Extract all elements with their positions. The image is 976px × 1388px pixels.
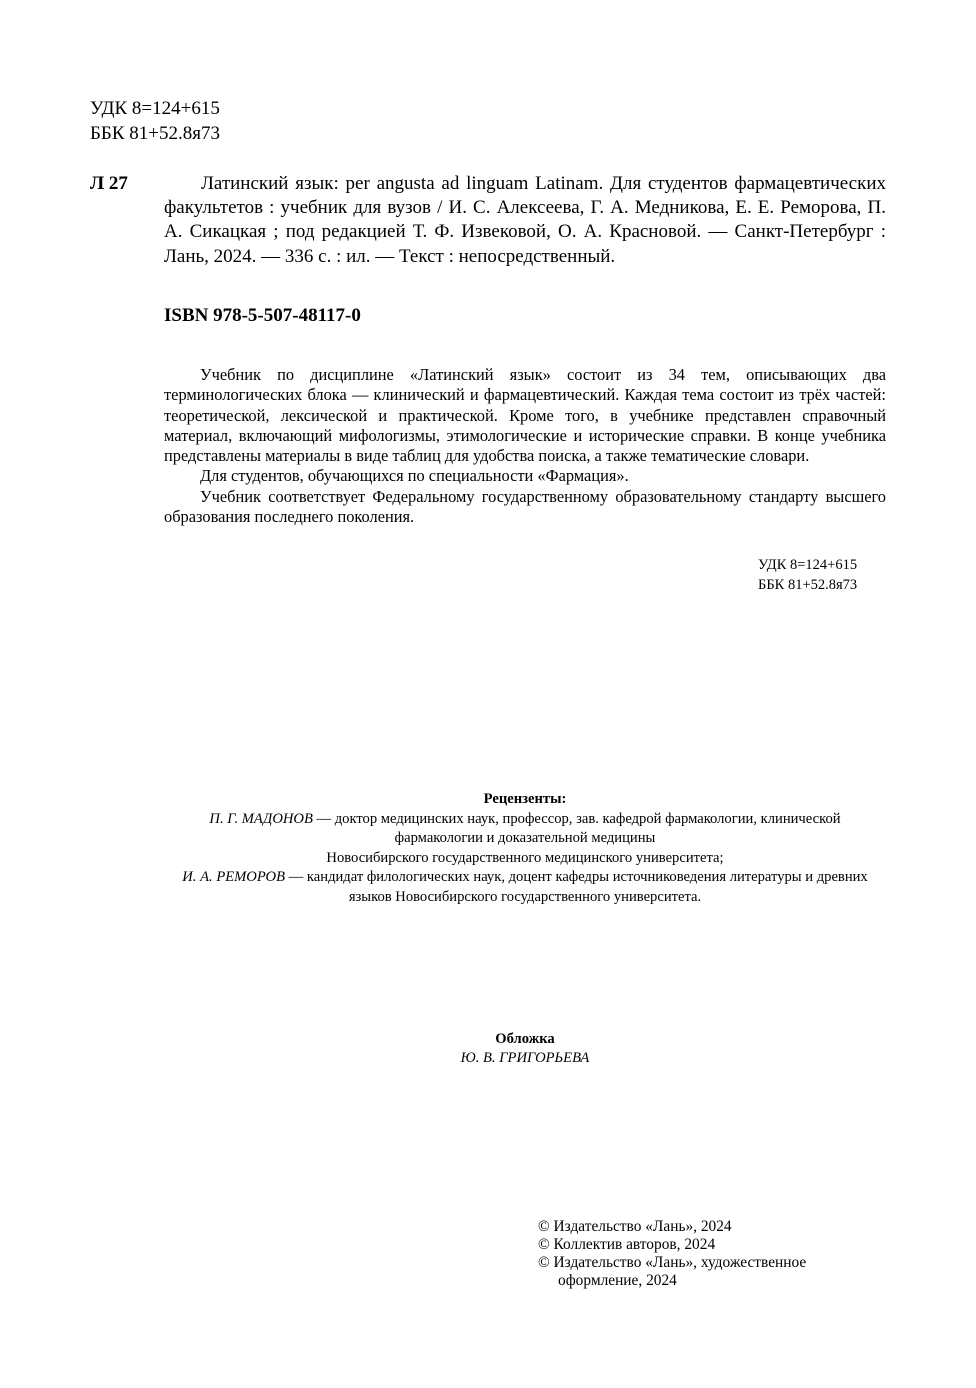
bbk-code: ББК 81+52.8я73: [90, 123, 220, 144]
bbk-code: ББК 81+52.8я73: [758, 577, 858, 593]
reviewer-credentials: — доктор медицинских наук, профессор, зав. кафедрой фармакологии, клинической фармакологии и доказательной медицины: [312, 810, 841, 846]
udk-code: УДК 8=124+615: [90, 98, 220, 119]
annotation-paragraph: Учебник соответствует Федеральному государственному образовательному стандарту высшего образования последнего поколения.: [164, 486, 886, 527]
reviewer-1: [164, 810, 886, 849]
copyright-line: © Коллектив авторов, 2024: [538, 1236, 716, 1253]
annotation-paragraph: Для студентов, обучающихся по специальности «Фармация».: [200, 466, 629, 486]
cover-credit: [164, 1030, 886, 1068]
annotation-paragraph: Учебник по дисциплине «Латинский язык» состоит из 34 тем, описывающих два терминологических блока — клинический и фармацевтический. Каждая тема состоит из трёх частей: теоретической, лексической и практической. Кроме того, в учебнике представлен справочный материал, включающий мифологизмы, этимологические и исторические справки. В конце учебника представлены материалы в виде таблиц для удобства поиска, а также тематические словари.: [164, 365, 886, 466]
reviewers-title: Рецензенты:: [483, 791, 567, 807]
copyright-line: оформление, 2024: [558, 1272, 677, 1289]
isbn: ISBN 978-5-507-48117-0: [164, 305, 361, 326]
cover-designer: Ю. В. ГРИГОРЬЕВА: [460, 1050, 590, 1066]
annotation: [164, 365, 886, 527]
udk-code: УДК 8=124+615: [758, 557, 858, 573]
cover-title: Обложка: [495, 1031, 555, 1047]
reviewer-name: И. А. РЕМОРОВ: [182, 869, 286, 885]
copyright-line: © Издательство «Лань», 2024: [538, 1218, 732, 1235]
reviewers-section: [164, 790, 886, 907]
udk-block-top: [90, 96, 220, 146]
reviewer-name: П. Г. МАДОНОВ: [209, 810, 313, 827]
copyright-block: [538, 1218, 806, 1290]
author-code: Л 27: [90, 173, 128, 194]
reviewer-credentials: — кандидат филологических наук, доцент кафедры источниковедения литературы и древних языков Новосибирского государственного университета.: [285, 869, 868, 905]
bibliographic-entry: Латинский язык: per angusta ad linguam Latinam. Для студентов фармацевтических факультетов : учебник для вузов / И. С. Алексеева, Г. А. Медникова, Е. Е. Реморова, П. А. Сикацкая ; под редакцией Т. Ф. Извековой, О. А. Красновой. — Санкт-Петербург : Лань, 2024. — 336 с. : ил. — Текст : непосредственный.: [164, 173, 886, 267]
udk-block-right: [758, 555, 857, 595]
copyright-line: © Издательство «Лань», художественное: [538, 1254, 807, 1271]
reviewer-2: [164, 868, 886, 907]
reviewer-1-affiliation: Новосибирского государственного медицинского университета;: [326, 849, 724, 866]
